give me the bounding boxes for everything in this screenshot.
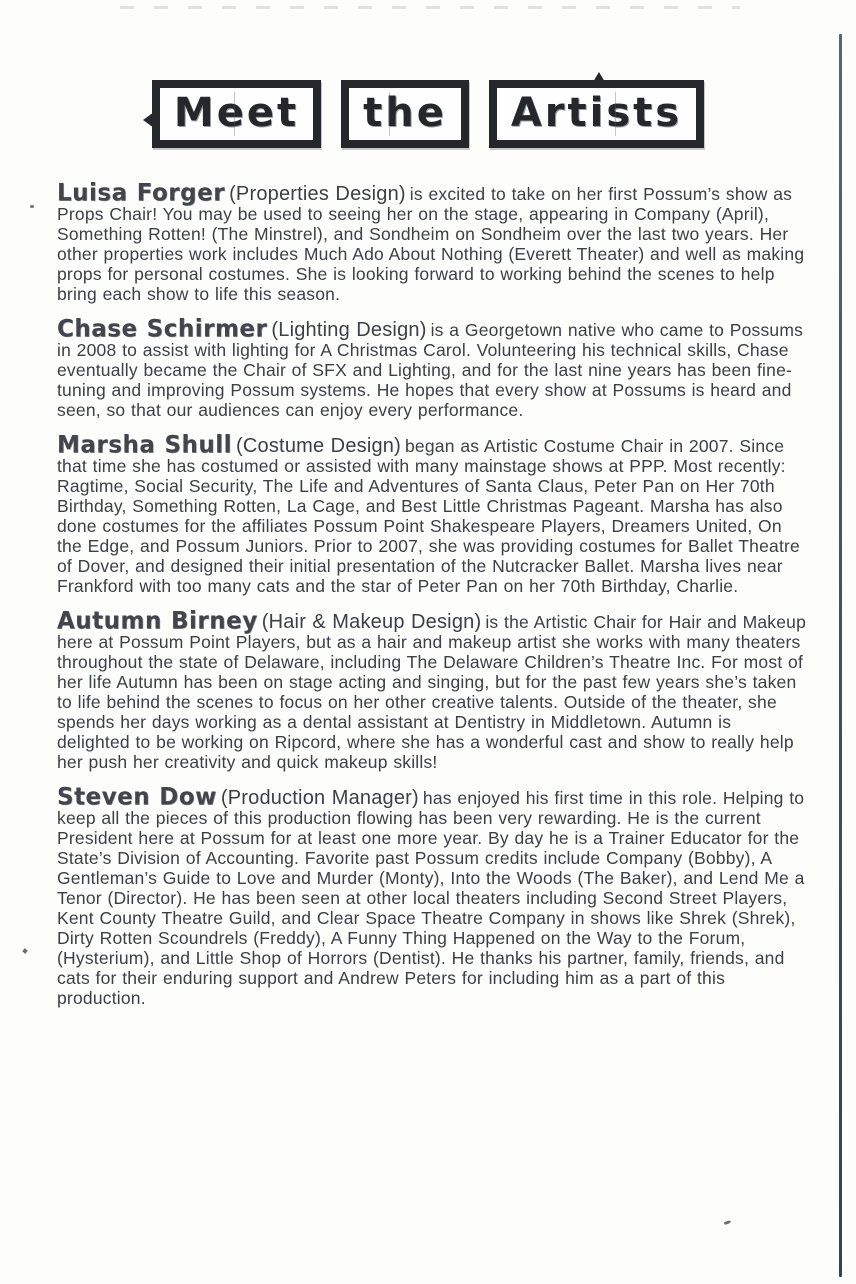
bio-paragraph-chase-schirmer xyxy=(57,315,809,420)
artist-role: (Lighting Design) xyxy=(271,319,427,341)
title-word-box-the xyxy=(341,80,469,148)
title-word: the xyxy=(363,90,447,136)
title-word: Artists xyxy=(510,90,683,136)
artist-role: (Costume Design) xyxy=(236,435,401,457)
artist-bio-text: is the Artistic Chair for Hair and Makeup here at Possum Point Players, but as a hair and makeup artist she works with many theaters throughout the state of Delaware, including The Delaware Children’s Theatre Inc. For most of her life Autumn has been on stage acting and singing, but for the past few years she’s taken to life behind the scenes to focus on her other creative talents. Outside of the theater, she spends her days working as a dental assistant at Dentistry in Middletown. Autumn is delighted to be working on Ripcord, where she has a wonderful cast and show to really help her push her creativity and quick makeup skills! xyxy=(57,612,807,772)
stamp-mark-icon xyxy=(143,112,154,128)
scan-crease xyxy=(234,92,235,136)
title-word-box-artists xyxy=(489,80,704,148)
bio-list xyxy=(57,179,809,1023)
artist-bio-text: is excited to take on her first Possum’s show as Props Chair! You may be used to seeing her on the stage, appearing in Company (April), Something Rotten! (The Minstrel), and Sondheim on Sondheim over the last two years. Her other properties work includes Much Ado About Nothing (Everett Theater) and well as making props for personal costumes. She is looking forward to working behind the scenes to help bring each show to life this season. xyxy=(57,184,805,304)
artist-name: Chase Schirmer xyxy=(57,315,268,343)
artist-role: (Production Manager) xyxy=(220,787,419,809)
scan-speck xyxy=(30,205,34,208)
stamp-mark-icon xyxy=(593,72,605,82)
artist-name: Marsha Shull xyxy=(57,431,233,459)
scan-crease xyxy=(389,92,390,136)
scan-crease xyxy=(615,92,616,136)
bio-paragraph-steven-dow xyxy=(57,783,809,1008)
artist-name: Luisa Forger xyxy=(57,179,226,207)
bio-paragraph-autumn-birney xyxy=(57,607,809,772)
title-word-box-meet xyxy=(152,80,321,148)
artist-bio-text: is a Georgetown native who came to Possums in 2008 to assist with lighting for A Christmas Carol. Volunteering his technical skills, Chase eventually became the Chair of SFX and Lighting, and for the last nine years has been fine-tuning and improving Possum systems. He hopes that every show at Possums is heard and seen, so that our audiences can enjoy every performance. xyxy=(57,320,804,420)
bio-paragraph-marsha-shull xyxy=(57,431,809,596)
artist-bio-text: began as Artistic Costume Chair in 2007. Since that time she has costumed or assisted with many mainstage shows at PPP. Most recently: Ragtime, Social Security, The Life and Adventures of Santa Claus, Peter Pan on Her 70th Birthday, Something Rotten, La Cage, and Best Little Christmas Pageant. Marsha has also done costumes for the affiliates Possum Point Shakespeare Players, Dreamers United, On the Edge, and Possum Juniors. Prior to 2007, she was providing costumes for Ballet Theatre of Dover, and designed their initial presentation of the Nutcracker Ballet. Marsha lives near Frankford with too many cats and the star of Peter Pan on her 70th Birthday, Charlie. xyxy=(57,436,800,596)
artist-name: Autumn Birney xyxy=(57,607,258,635)
artist-role: (Properties Design) xyxy=(229,183,406,205)
scan-noise xyxy=(120,6,740,9)
title-word: Meet xyxy=(173,90,300,136)
artist-name: Steven Dow xyxy=(57,783,217,811)
scan-speck xyxy=(724,1220,732,1225)
artist-bio-text: has enjoyed his first time in this role. Helping to keep all the pieces of this production flowing has been very rewarding. He is the current President here at Possum for at least one more year. By day he is a Trainer Educator for the State’s Division of Accounting. Favorite past Possum credits include Company (Bobby), A Gentleman’s Guide to Love and Murder (Monty), Into the Woods (The Baker), and Lend Me a Tenor (Director). He has been seen at other local theaters including Second Street Players, Kent County Theatre Guild, and Clear Space Theatre Company in shows like Shrek (Shrek), Dirty Rotten Scoundrels (Freddy), A Funny Thing Happened on the Way to the Forum, (Hysterium), and Little Shop of Horrors (Dentist). He thanks his partner, family, friends, and cats for their enduring support and Andrew Peters for including him as a part of this production. xyxy=(57,788,805,1008)
scan-edge-line xyxy=(839,34,842,1277)
artist-role: (Hair & Makeup Design) xyxy=(261,611,482,633)
page-title xyxy=(0,80,856,148)
scan-speck xyxy=(22,948,28,954)
bio-paragraph-luisa-forger xyxy=(57,179,809,304)
